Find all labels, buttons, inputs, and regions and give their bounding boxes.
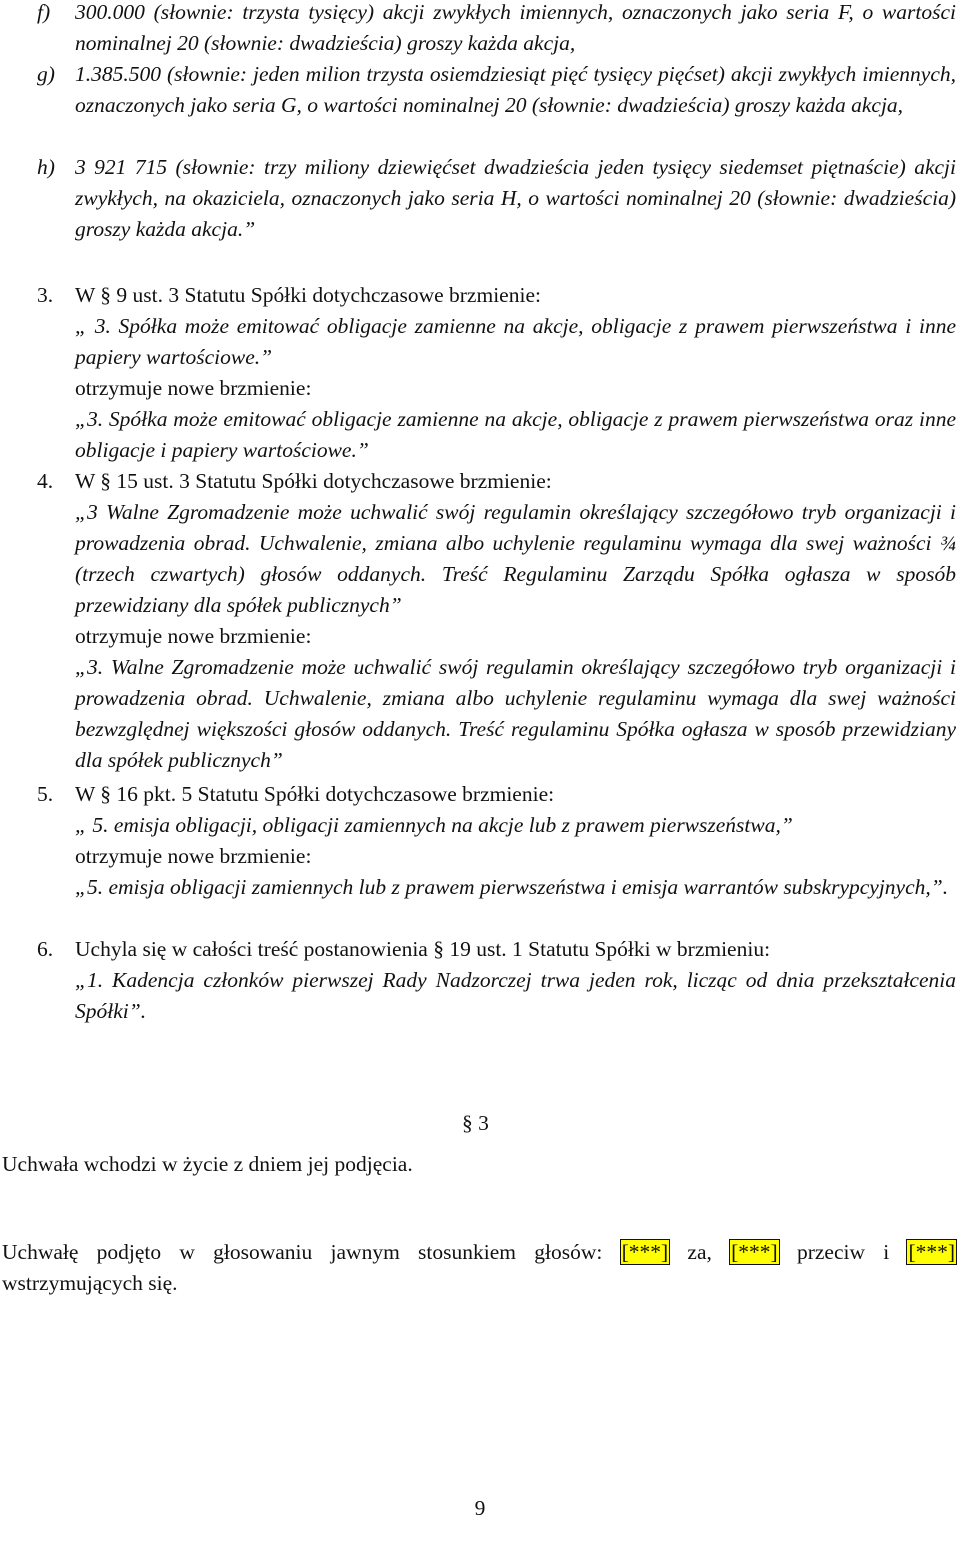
item-g [37,59,956,121]
section-number: 5. [37,782,54,806]
item-label: f) [37,0,51,24]
effective-date-text: Uchwała wchodzi w życie z dniem jej podjęcia. [2,1152,413,1176]
section-number: 3. [37,283,54,307]
section-5-old-text: „ 5. emisja obligacji, obligacji zamiennych na akcje lub z prawem pierwszeństwa,” [75,813,793,837]
item-label: h) [37,155,55,179]
section-heading-text: W § 15 ust. 3 Statutu Spółki dotychczasowe brzmienie: [75,469,552,493]
section-5-new-text: „5. emisja obligacji zamiennych lub z prawem pierwszeństwa i emisja warrantów subskrypcyjnych,”. [75,875,949,899]
section-number: 4. [37,469,54,493]
item-h [37,152,956,245]
item-f [37,0,956,59]
section-3-old-text: „ 3. Spółka może emitować obligacje zamienne na akcje, obligacje z prawem pierwszeństwa i inne papiery wartościowe.” [75,314,956,369]
votes-abstain-placeholder: [***] [908,1240,956,1264]
section-heading-text: W § 9 ust. 3 Statutu Spółki dotychczasowe brzmienie: [75,283,541,307]
section-4-new-text: „3. Walne Zgromadzenie może uchwalić swój regulamin określający szczegółowo tryb organizacji i prowadzenia obrad. Uchwalenie, zmiana albo uchylenie regulaminu wymaga dla swej ważności bezwzględnej większości głosów oddanych. Treść regulaminu Spółka ogłasza w sposób przewidziany dla spółek publicznych” [75,655,956,772]
paragraph-mark: § 3 [462,1111,489,1135]
vote-line [2,1237,956,1268]
item-text: 3 921 715 (słownie: trzy miliony dziewięćset dwadzieścia jeden tysięcy siedemset piętnaście) akcji zwykłych, na okaziciela, oznaczonych jako seria H, o wartości nominalnej 20 (słownie: dwadzieścia) groszy każda akcja.” [75,155,956,241]
section-heading-text: Uchyla się w całości treść postanowienia § 19 ust. 1 Statutu Spółki w brzmieniu: [75,937,771,961]
section-heading-text: W § 16 pkt. 5 Statutu Spółki dotychczasowe brzmienie: [75,782,555,806]
section-4-heading [37,466,956,497]
new-wording-label: otrzymuje nowe brzmienie: [75,376,312,400]
item-text: 300.000 (słownie: trzysta tysięcy) akcji zwykłych imiennych, oznaczonych jako seria F, o wartości nominalnej 20 (słownie: dwadzieścia) groszy każda akcja, [75,0,956,55]
new-wording-label: otrzymuje nowe brzmienie: [75,844,312,868]
vote-suffix: wstrzymujących się. [2,1271,178,1295]
votes-for-placeholder: [***] [621,1240,669,1264]
section-number: 6. [37,937,54,961]
section-3-heading [37,280,956,311]
votes-against-placeholder: [***] [731,1240,778,1264]
item-text: 1.385.500 (słownie: jeden milion trzysta osiemdziesiąt pięć tysięcy pięćset) akcji zwykłych imiennych, oznaczonych jako seria G, o wartości nominalnej 20 (słownie: dwadzieścia) groszy każda akcja, [75,62,956,117]
section-5-heading [37,779,956,810]
section-3-new-text: „3. Spółka może emitować obligacje zamienne na akcje, obligacje z prawem pierwszeństwa oraz inne obligacje i papiery wartościowe.” [75,407,956,462]
section-6-quote: „1. Kadencja członków pierwszej Rady Nadzorczej trwa jeden rok, licząc od dnia przekształcenia Spółki”. [75,968,956,1023]
item-label: g) [37,62,55,86]
new-wording-label: otrzymuje nowe brzmienie: [75,624,312,648]
vote-paragraph [2,1237,956,1299]
section-4-old-text: „3 Walne Zgromadzenie może uchwalić swój regulamin określający szczegółowo tryb organizacji i prowadzenia obrad. Uchwalenie, zmiana albo uchylenie regulaminu wymaga dla swej ważności ¾ (trzech czwartych) głosów oddanych. Treść Regulaminu Zarządu Spółka ogłasza w sposób przewidziany dla spółek publicznych” [75,500,956,617]
section-6-heading [37,934,956,965]
votes-against-label: przeciw i [796,1240,890,1264]
page-number: 9 [474,1496,486,1520]
vote-prefix: Uchwałę podjęto w głosowaniu jawnym stosunkiem głosów: [2,1240,603,1264]
votes-for-label: za, [687,1240,712,1264]
